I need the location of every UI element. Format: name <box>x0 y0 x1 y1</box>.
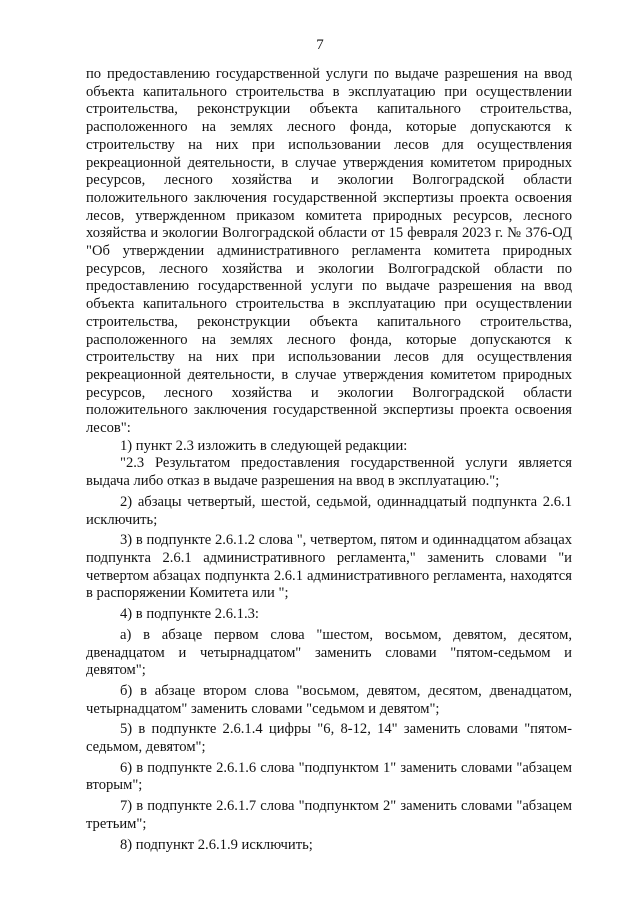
item-2-paragraph: 2) абзацы четвертый, шестой, седьмой, одиннадцатый подпункта 2.6.1 исключить; <box>86 493 572 528</box>
document-body <box>86 66 572 854</box>
intro-paragraph: по предоставлению государственной услуги по выдаче разрешения на ввод объекта капитального строительства в эксплуатацию при осуществлении строительства, реконструкции объекта капитального строительства, расположенного на землях лесного фонда, которые допускаются к строительству на них при использовании лесов для осуществления рекреационной деятельности, в случае утверждения комитетом природных ресурсов, лесного хозяйства и экологии Волгоградской области положительного заключения государственной экспертизы проекта освоения лесов, утвержденном приказом комитета природных ресурсов, лесного хозяйства и экологии Волгоградской области от 15 февраля 2023 г. № 376-ОД "Об утверждении административного регламента комитета природных ресурсов, лесного хозяйства и экологии Волгоградской области по предоставлению государственной услуги по выдаче разрешения на ввод объекта капитального строительства в эксплуатацию при осуществлении строительства, реконструкции объекта капитального строительства, расположенного на землях лесного фонда, которые допускаются к строительству на них при использовании лесов для осуществления рекреационной деятельности, в случае утверждения комитетом природных ресурсов, лесного хозяйства и экологии Волгоградской области положительного заключения государственной экспертизы проекта освоения лесов": <box>86 66 572 437</box>
item-7-paragraph: 7) в подпункте 2.6.1.7 слова "подпунктом 2" заменить словами "абзацем третьим"; <box>86 798 572 832</box>
item-3-paragraph: 3) в подпункте 2.6.1.2 слова ", четвертом, пятом и одиннадцатом абзацах подпункта 2.6.1 административного регламента," заменить словами "и четвертом абзацах подпункта 2.6.1 административного регламента, находятся в распоряжении Комитета или "; <box>86 532 572 602</box>
item-1-quote-paragraph: "2.3 Результатом предоставления государственной услуги является выдача либо отказ в выдаче разрешения на ввод в эксплуатацию."; <box>86 455 572 490</box>
item-5-paragraph: 5) в подпункте 2.6.1.4 цифры "6, 8-12, 14" заменить словами "пятом-седьмом, девятом"; <box>86 721 572 756</box>
item-4b-paragraph: б) в абзаце втором слова "восьмом, девятом, десятом, двенадцатом, четырнадцатом" заменить словами "седьмом и девятом"; <box>86 682 572 717</box>
item-4a-paragraph: а) в абзаце первом слова "шестом, восьмом, девятом, десятом, двенадцатом и четырнадцатом" заменить словами "пятом-седьмом и девятом"; <box>86 626 572 679</box>
item-6-paragraph: 6) в подпункте 2.6.1.6 слова "подпунктом 1" заменить словами "абзацем вторым"; <box>86 759 572 794</box>
item-4-paragraph: 4) в подпункте 2.6.1.3: <box>120 606 259 623</box>
item-1-paragraph: 1) пункт 2.3 изложить в следующей редакции: <box>120 437 408 454</box>
item-8-paragraph: 8) подпункт 2.6.1.9 исключить; <box>120 836 313 853</box>
page-number: 7 <box>316 37 324 53</box>
